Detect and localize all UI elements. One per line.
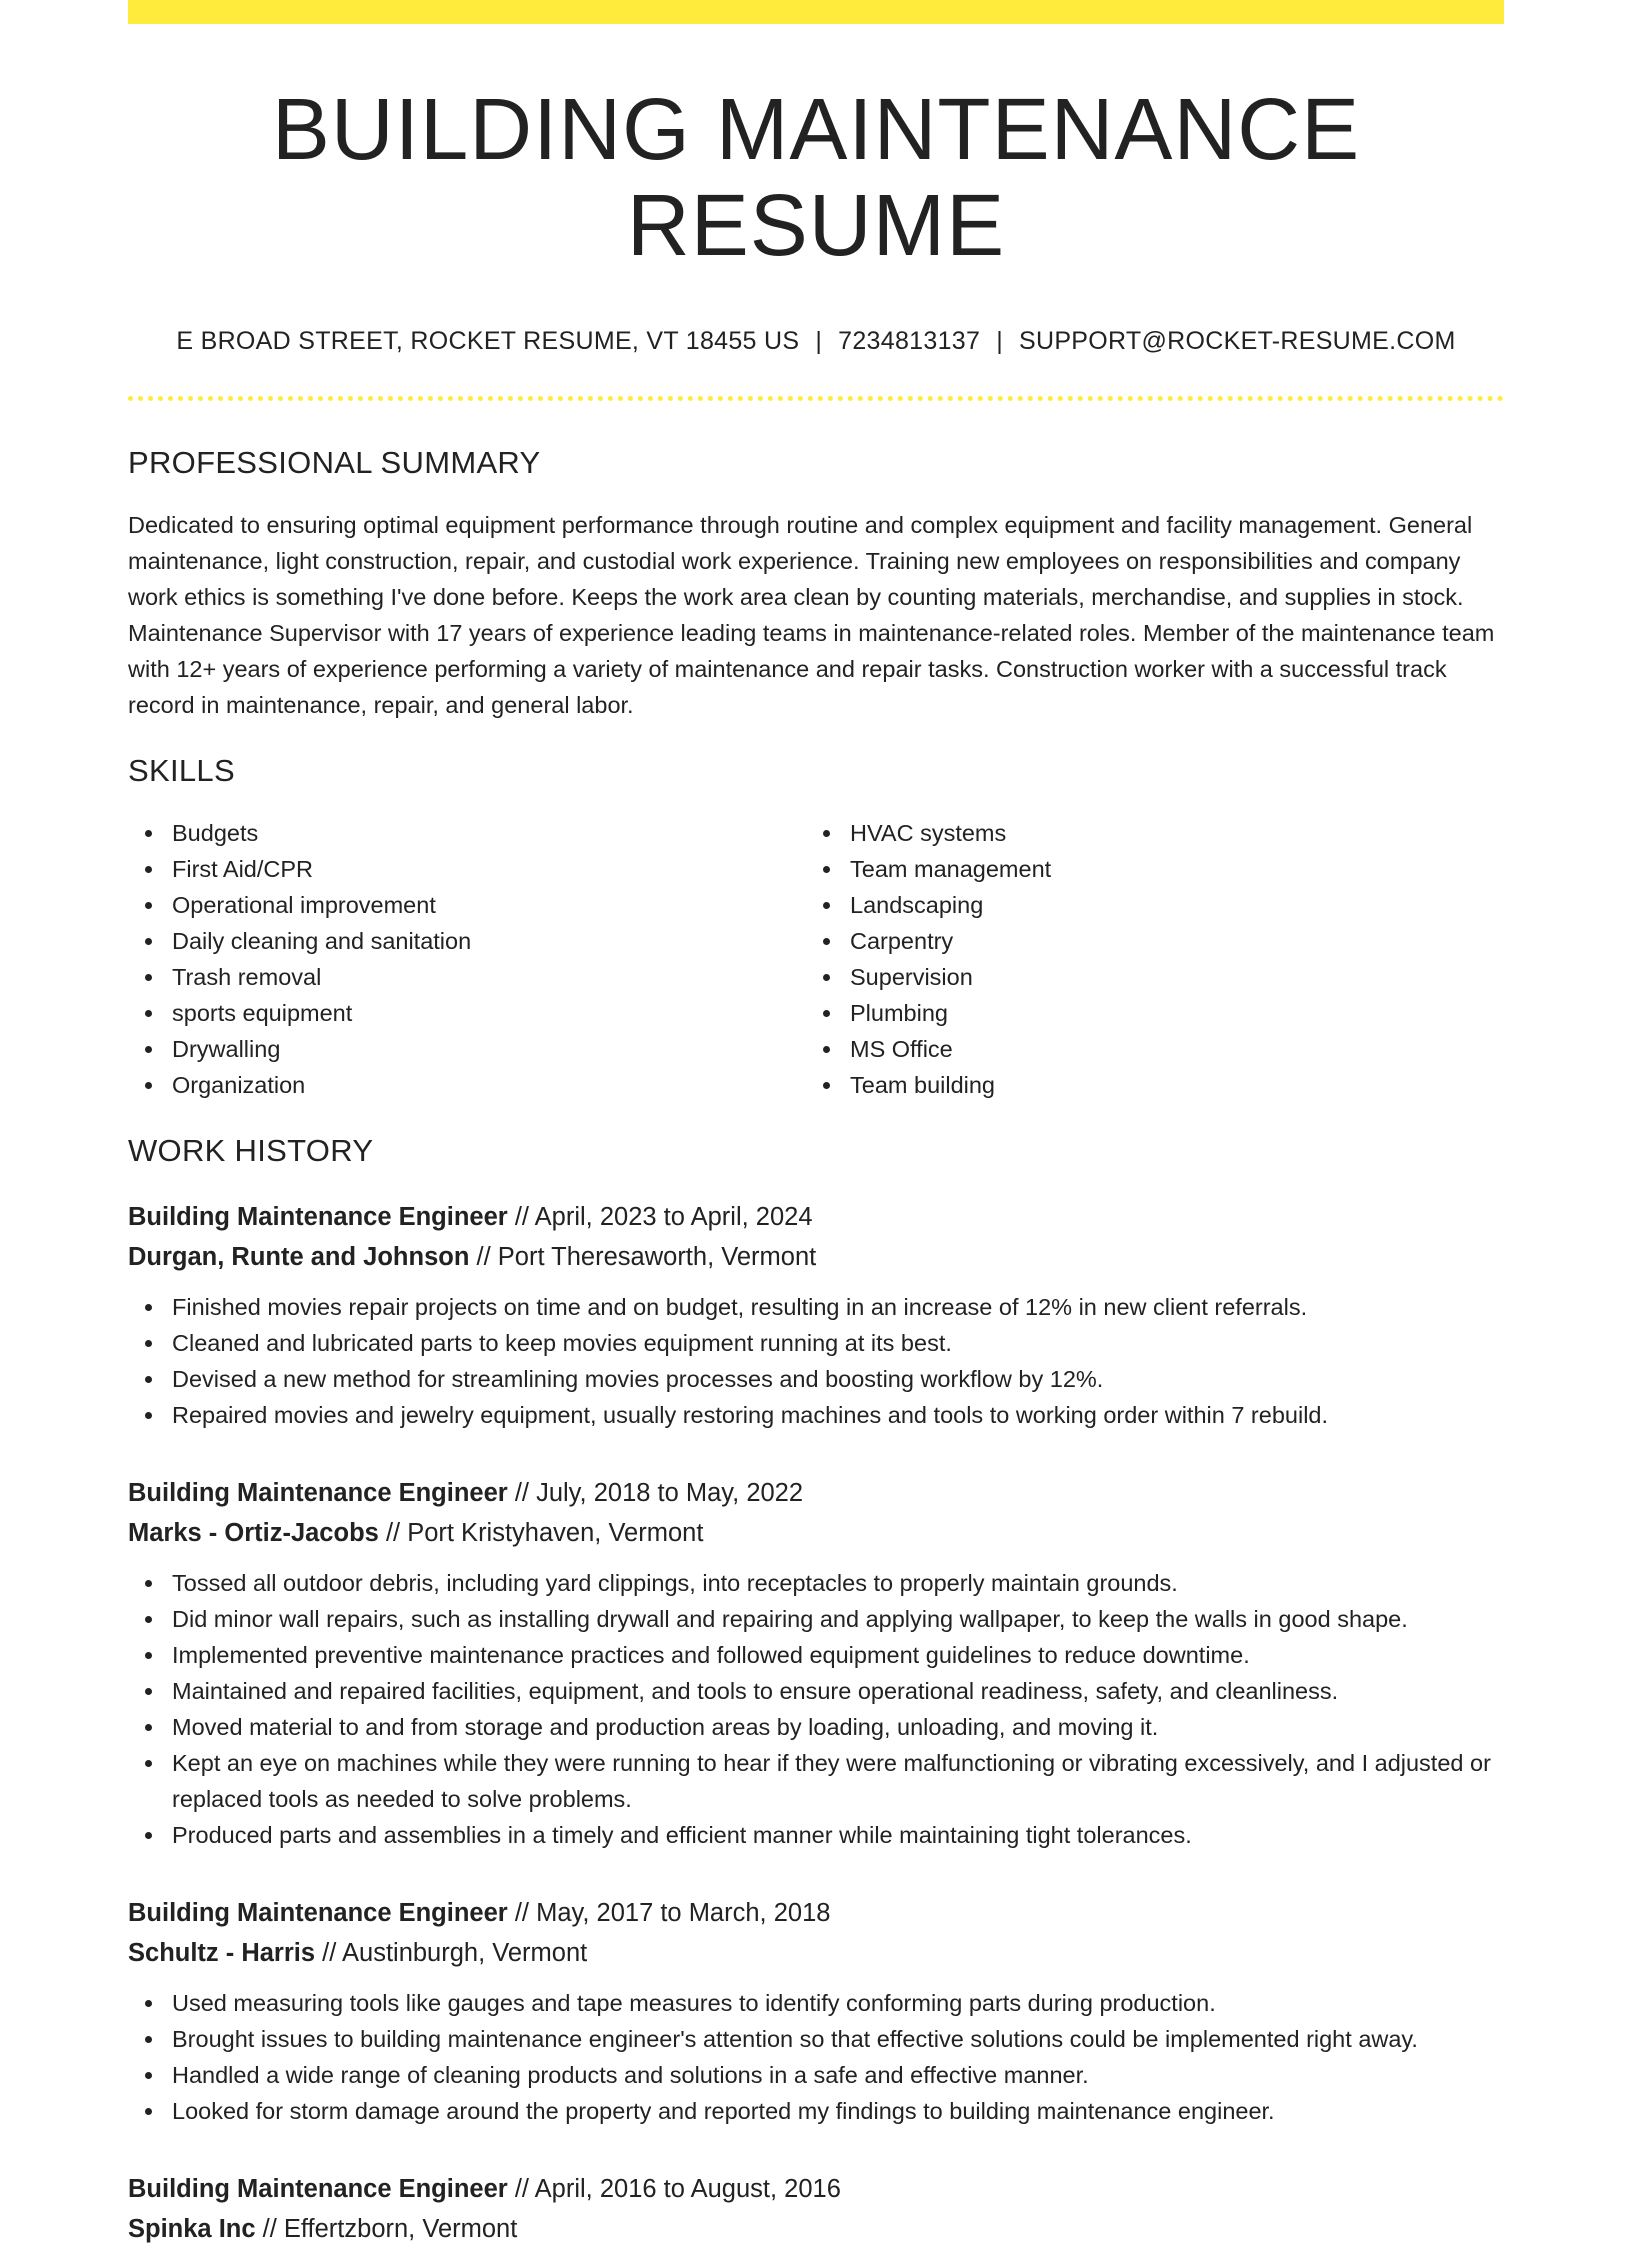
skills-column-left xyxy=(128,815,806,1103)
job-dates: July, 2018 to May, 2022 xyxy=(536,1479,804,1508)
job-entry xyxy=(128,2169,1504,2249)
skill-item: Budgets xyxy=(172,815,806,851)
accent-top-bar xyxy=(128,0,1504,24)
job-dates: April, 2023 to April, 2024 xyxy=(534,1203,813,1232)
job-bullet: Cleaned and lubricated parts to keep movies equipment running at its best. xyxy=(172,1325,1504,1361)
job-bullet: Used measuring tools like gauges and tape measures to identify conforming parts during production. xyxy=(172,1985,1504,2021)
contact-separator: | xyxy=(996,327,1003,356)
skill-item: Trash removal xyxy=(172,959,806,995)
job-location: Effertzborn, Vermont xyxy=(283,2215,518,2244)
job-company-line xyxy=(128,1513,1504,1553)
skill-item: Carpentry xyxy=(850,923,1051,959)
resume-title: BUILDING MAINTENANCE RESUME xyxy=(271,81,1361,274)
job-separator: // xyxy=(322,1939,337,1968)
job-role-line xyxy=(128,2169,1504,2209)
job-company-line xyxy=(128,1933,1504,1973)
job-location: Port Theresaworth, Vermont xyxy=(497,1243,817,1272)
job-separator: // xyxy=(514,2175,529,2204)
job-company: Durgan, Runte and Johnson xyxy=(128,1243,470,1272)
job-bullets xyxy=(128,1985,1504,2129)
skill-item: Team building xyxy=(850,1067,1051,1103)
skill-item: MS Office xyxy=(850,1031,1051,1067)
job-bullet: Devised a new method for streamlining movies processes and boosting workflow by 12%. xyxy=(172,1361,1504,1397)
job-bullet: Handled a wide range of cleaning products and solutions in a safe and effective manner. xyxy=(172,2057,1504,2093)
contact-separator: | xyxy=(815,327,823,356)
job-entry xyxy=(128,1473,1504,1853)
job-company-line xyxy=(128,2209,1504,2249)
job-bullet: Finished movies repair projects on time and on budget, resulting in an increase of 12% in new client referrals. xyxy=(172,1289,1504,1325)
job-bullet: Brought issues to building maintenance engineer's attention so that effective solutions could be implemented right away. xyxy=(172,2021,1504,2057)
job-separator: // xyxy=(514,1203,529,1232)
job-entry xyxy=(128,1893,1504,2129)
job-bullet: Did minor wall repairs, such as installing drywall and repairing and applying wallpaper, to keep the walls in good shape. xyxy=(172,1601,1504,1637)
job-role: Building Maintenance Engineer xyxy=(128,1203,508,1232)
job-bullet: Looked for storm damage around the property and reported my findings to building maintenance engineer. xyxy=(172,2093,1504,2129)
job-role: Building Maintenance Engineer xyxy=(128,1479,508,1508)
contact-email[interactable]: SUPPORT@ROCKET-RESUME.COM xyxy=(1018,327,1456,356)
job-role: Building Maintenance Engineer xyxy=(128,1899,508,1928)
job-bullets xyxy=(128,1565,1504,1853)
job-separator: // xyxy=(385,1519,401,1548)
skill-item: HVAC systems xyxy=(850,815,1051,851)
job-bullet: Produced parts and assemblies in a timely and efficient manner while maintaining tight tolerances. xyxy=(172,1817,1504,1853)
summary-text: Dedicated to ensuring optimal equipment performance through routine and complex equipment and facility management. General maintenance, light construction, repair, and custodial work experience. Training new employees on responsibilities and company work ethics is something I've done before. Keeps the work area clean by counting materials, merchandise, and supplies in stock. Maintenance Supervisor with 17 years of experience leading teams in maintenance-related roles. Member of the maintenance team with 12+ years of experience performing a variety of maintenance and repair tasks. Construction worker with a successful track record in maintenance, repair, and general labor. xyxy=(128,512,1495,719)
skill-item: Daily cleaning and sanitation xyxy=(172,923,806,959)
skill-item: sports equipment xyxy=(172,995,806,1031)
job-bullet: Repaired movies and jewelry equipment, usually restoring machines and tools to working order within 7 rebuild. xyxy=(172,1397,1504,1433)
job-company: Marks - Ortiz-Jacobs xyxy=(128,1519,379,1548)
job-role: Building Maintenance Engineer xyxy=(128,2175,508,2204)
skill-item: Team management xyxy=(850,851,1051,887)
dotted-divider xyxy=(128,396,1504,401)
skill-item: Organization xyxy=(172,1067,806,1103)
job-location: Austinburgh, Vermont xyxy=(342,1939,588,1968)
job-role-line xyxy=(128,1197,1504,1237)
job-bullet: Implemented preventive maintenance practices and followed equipment guidelines to reduce downtime. xyxy=(172,1637,1504,1673)
contact-line xyxy=(128,327,1504,356)
job-role-line xyxy=(128,1473,1504,1513)
job-dates: May, 2017 to March, 2018 xyxy=(536,1899,831,1928)
job-company-line xyxy=(128,1237,1504,1277)
resume-page xyxy=(128,0,1504,2249)
skills-list xyxy=(128,815,1504,1103)
job-separator: // xyxy=(262,2215,277,2244)
job-bullet: Kept an eye on machines while they were running to hear if they were malfunctioning or vibrating excessively, and I adjusted or replaced tools as needed to solve problems. xyxy=(172,1745,1504,1817)
job-role-line xyxy=(128,1893,1504,1933)
skill-item: Plumbing xyxy=(850,995,1051,1031)
work-history-heading: WORK HISTORY xyxy=(128,1133,374,1169)
skill-item: Landscaping xyxy=(850,887,1051,923)
job-entry xyxy=(128,1197,1504,1433)
skill-item: Operational improvement xyxy=(172,887,806,923)
summary-heading: PROFESSIONAL SUMMARY xyxy=(128,445,541,481)
job-bullet: Tossed all outdoor debris, including yard clippings, into receptacles to properly maintain grounds. xyxy=(172,1565,1504,1601)
job-bullets xyxy=(128,1289,1504,1433)
skill-item: First Aid/CPR xyxy=(172,851,806,887)
job-location: Port Kristyhaven, Vermont xyxy=(407,1519,704,1548)
job-separator: // xyxy=(476,1243,491,1272)
skills-heading: SKILLS xyxy=(128,753,235,789)
skill-item: Supervision xyxy=(850,959,1051,995)
contact-address: E BROAD STREET, ROCKET RESUME, VT 18455 US xyxy=(176,327,800,356)
job-company: Spinka Inc xyxy=(128,2215,256,2244)
job-bullet: Maintained and repaired facilities, equipment, and tools to ensure operational readiness, safety, and cleanliness. xyxy=(172,1673,1504,1709)
job-separator: // xyxy=(514,1899,529,1928)
job-bullet: Moved material to and from storage and production areas by loading, unloading, and moving it. xyxy=(172,1709,1504,1745)
job-separator: // xyxy=(514,1479,529,1508)
job-company: Schultz - Harris xyxy=(128,1939,316,1968)
job-dates: April, 2016 to August, 2016 xyxy=(534,2175,841,2204)
skills-column-right xyxy=(806,815,1051,1103)
contact-phone: 7234813137 xyxy=(838,327,981,356)
skill-item: Drywalling xyxy=(172,1031,806,1067)
